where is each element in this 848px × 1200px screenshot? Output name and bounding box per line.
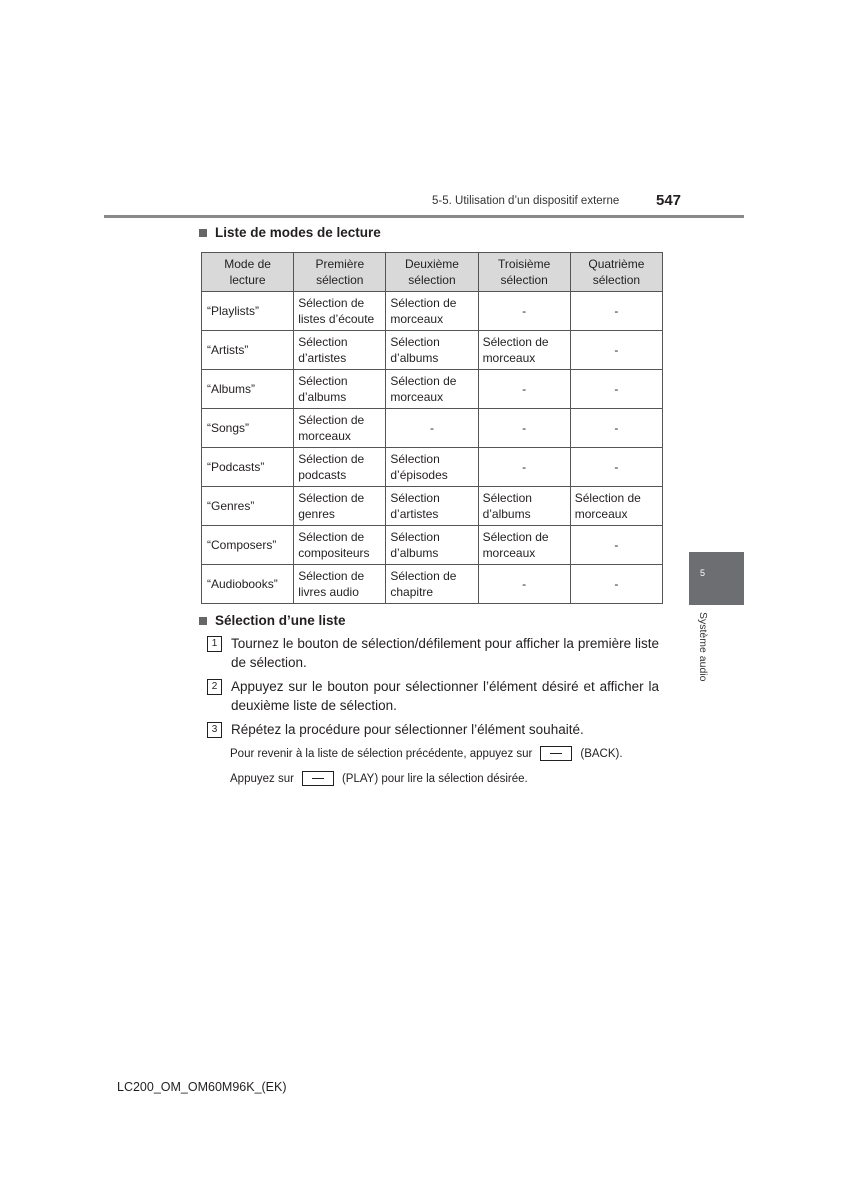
selection-cell: - bbox=[570, 331, 662, 370]
mode-cell: “Playlists” bbox=[202, 292, 294, 331]
selection-cell: Sélection d’artistes bbox=[386, 487, 478, 526]
heading-list-text: Sélection d’une liste bbox=[215, 613, 346, 628]
selection-cell: Sélection d’albums bbox=[386, 331, 478, 370]
table-row bbox=[202, 370, 663, 409]
selection-cell: - bbox=[478, 565, 570, 604]
selection-cell: - bbox=[570, 565, 662, 604]
heading-modes-text: Liste de modes de lecture bbox=[215, 225, 381, 240]
square-bullet-icon bbox=[199, 229, 207, 237]
back-button-icon bbox=[540, 746, 572, 761]
note-play-suffix: (PLAY) pour lire la sélection désirée. bbox=[341, 772, 528, 785]
selection-cell: Sélection de genres bbox=[294, 487, 386, 526]
chapter-number: 5 bbox=[700, 568, 706, 578]
page-number: 547 bbox=[656, 192, 682, 209]
selection-cell: - bbox=[570, 370, 662, 409]
selection-cell: Sélection de chapitre bbox=[386, 565, 478, 604]
step-text: Répétez la procédure pour sélectionner l’élément souhaité. bbox=[231, 722, 584, 737]
mode-cell: “Audiobooks” bbox=[202, 565, 294, 604]
selection-cell: - bbox=[386, 409, 478, 448]
selection-cell: Sélection de morceaux bbox=[386, 370, 478, 409]
selection-cell: Sélection de morceaux bbox=[478, 331, 570, 370]
mode-cell: “Artists” bbox=[202, 331, 294, 370]
table-row bbox=[202, 487, 663, 526]
table-row bbox=[202, 292, 663, 331]
table-row bbox=[202, 409, 663, 448]
mode-cell: “Podcasts” bbox=[202, 448, 294, 487]
table-header-cell: Troisième sélection bbox=[478, 253, 570, 292]
selection-cell: Sélection de livres audio bbox=[294, 565, 386, 604]
selection-cell: Sélection de morceaux bbox=[294, 409, 386, 448]
footer-code: LC200_OM_OM60M96K_(EK) bbox=[117, 1080, 287, 1094]
note-play-text: Appuyez sur bbox=[230, 772, 294, 785]
table-row bbox=[202, 565, 663, 604]
step-text: Tournez le bouton de sélection/défilement pour afficher la première liste de sélection. bbox=[231, 636, 659, 670]
table-header-cell: Mode de lecture bbox=[202, 253, 294, 292]
step-number: 2 bbox=[207, 679, 222, 695]
mode-cell: “Genres” bbox=[202, 487, 294, 526]
selection-cell: Sélection de morceaux bbox=[570, 487, 662, 526]
step-item bbox=[207, 634, 659, 672]
selection-cell: Sélection d’artistes bbox=[294, 331, 386, 370]
selection-cell: Sélection d’albums bbox=[294, 370, 386, 409]
table-header-cell: Quatrième sélection bbox=[570, 253, 662, 292]
table-header-cell: Deuxième sélection bbox=[386, 253, 478, 292]
selection-cell: Sélection d’épisodes bbox=[386, 448, 478, 487]
heading-list bbox=[199, 613, 346, 628]
selection-cell: Sélection d’albums bbox=[478, 487, 570, 526]
step-item bbox=[207, 677, 659, 715]
selection-cell: Sélection de morceaux bbox=[478, 526, 570, 565]
square-bullet-icon bbox=[199, 617, 207, 625]
note-back bbox=[230, 746, 623, 761]
chapter-label: Système audio bbox=[697, 612, 709, 682]
selection-cell: - bbox=[570, 526, 662, 565]
play-button-icon bbox=[302, 771, 334, 786]
selection-cell: Sélection de morceaux bbox=[386, 292, 478, 331]
selection-cell: - bbox=[478, 448, 570, 487]
chapter-tab bbox=[689, 552, 744, 605]
selection-cell: Sélection d’albums bbox=[386, 526, 478, 565]
step-number: 1 bbox=[207, 636, 222, 652]
selection-cell: Sélection de podcasts bbox=[294, 448, 386, 487]
mode-cell: “Songs” bbox=[202, 409, 294, 448]
note-back-text: Pour revenir à la liste de sélection précédente, appuyez sur bbox=[230, 747, 533, 760]
steps-list bbox=[207, 634, 659, 744]
table-row bbox=[202, 331, 663, 370]
table-row bbox=[202, 526, 663, 565]
section-title: 5-5. Utilisation d’un dispositif externe bbox=[432, 195, 620, 207]
selection-cell: - bbox=[570, 409, 662, 448]
heading-modes bbox=[199, 225, 381, 240]
selection-cell: Sélection de compositeurs bbox=[294, 526, 386, 565]
selection-cell: - bbox=[570, 292, 662, 331]
selection-cell: - bbox=[478, 409, 570, 448]
selection-cell: Sélection de listes d’écoute bbox=[294, 292, 386, 331]
table-header-cell: Première sélection bbox=[294, 253, 386, 292]
header-rule bbox=[104, 215, 744, 218]
table-row bbox=[202, 448, 663, 487]
selection-cell: - bbox=[570, 448, 662, 487]
mode-cell: “Composers” bbox=[202, 526, 294, 565]
selection-cell: - bbox=[478, 292, 570, 331]
note-back-suffix: (BACK). bbox=[580, 747, 623, 760]
mode-cell: “Albums” bbox=[202, 370, 294, 409]
modes-table bbox=[201, 252, 663, 604]
table-header-row bbox=[202, 253, 663, 292]
step-item bbox=[207, 720, 659, 739]
step-number: 3 bbox=[207, 722, 222, 738]
step-text: Appuyez sur le bouton pour sélectionner l’élément désiré et afficher la deuxième liste de sélection. bbox=[231, 679, 659, 713]
selection-cell: - bbox=[478, 370, 570, 409]
note-play bbox=[230, 771, 528, 786]
